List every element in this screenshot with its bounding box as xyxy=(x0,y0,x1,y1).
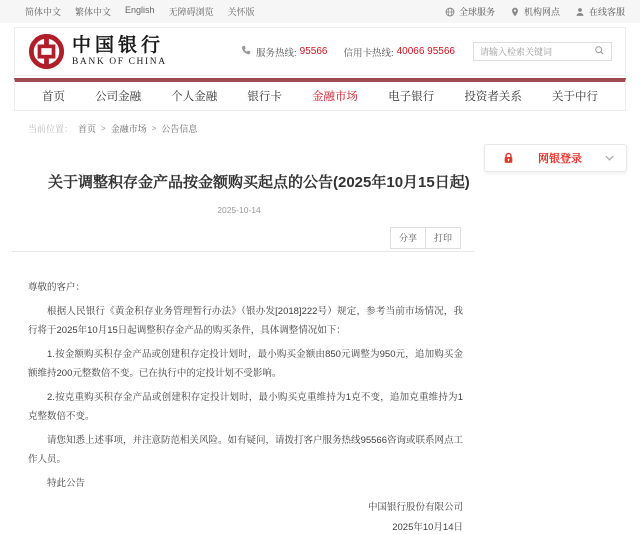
breadcrumb xyxy=(28,122,640,134)
nav-item-bank-cards[interactable]: 银行卡 xyxy=(247,91,282,103)
lock-icon xyxy=(502,151,515,165)
article-actions xyxy=(0,227,478,249)
person-icon xyxy=(575,7,585,17)
site-header xyxy=(14,27,626,76)
nav-item-personal-banking[interactable]: 个人金融 xyxy=(171,91,218,103)
article-content xyxy=(0,173,478,534)
language-links xyxy=(25,5,255,18)
breadcrumb-financial-markets[interactable]: 金融市场 xyxy=(110,123,147,134)
breadcrumb-announcements[interactable]: 公告信息 xyxy=(161,123,198,134)
share-button[interactable]: 分享 xyxy=(390,227,426,249)
globe-icon xyxy=(445,7,455,17)
breadcrumb-separator: > xyxy=(101,123,106,133)
main-nav xyxy=(14,78,626,111)
search-icon[interactable] xyxy=(594,43,605,61)
nav-item-e-banking[interactable]: 电子银行 xyxy=(388,91,435,103)
salutation: 尊敬的客户： xyxy=(28,282,86,293)
hotline-info xyxy=(240,45,455,59)
paragraph-intro: 根据人民银行《黄金积存业务管理暂行办法》（银办发[2018]222号）规定，参考当前市场情况，我行将于2025年10月15日起调整积存金产品的购买条件，具体调整情况如下： xyxy=(28,306,463,336)
signature-company: 中国银行股份有限公司 xyxy=(367,502,463,513)
paragraph-notice: 请您知悉上述事项，并注意防范相关风险。如有疑问，请拨打客户服务热线95566咨询或联系网点工作人员。 xyxy=(28,435,463,465)
accessibility-link[interactable]: 无障碍浏览 xyxy=(168,7,214,17)
boc-logo[interactable] xyxy=(28,33,167,70)
content-divider xyxy=(12,251,474,252)
breadcrumb-separator: > xyxy=(151,123,157,133)
global-service-label: 全球服务 xyxy=(458,7,495,17)
topbar-tools xyxy=(445,5,625,18)
online-service-label: 在线客服 xyxy=(588,7,625,17)
online-banking-login-button[interactable] xyxy=(484,144,627,172)
publish-date: 2025-10-14 xyxy=(217,205,261,215)
search-box xyxy=(473,42,612,61)
online-service-link[interactable] xyxy=(575,5,625,18)
branches-link[interactable] xyxy=(510,5,560,18)
paragraph-item-1: 1.按金额购买积存金产品或创建积存定投计划时，最小购买金额由850元调整为950元，追加购买金额维持200元整数倍不变。已在执行中的定投计划不受影响。 xyxy=(28,349,463,379)
nav-item-about-boc[interactable]: 关于中行 xyxy=(551,91,598,103)
lang-simplified-chinese[interactable]: 简体中文 xyxy=(25,7,62,17)
nav-item-financial-markets[interactable]: 金融市场 xyxy=(312,91,359,103)
page-title: 关于调整积存金产品按金额购买起点的公告(2025年10月15日起) xyxy=(48,174,470,191)
boc-emblem-icon xyxy=(28,33,65,70)
service-hotline-number: 95566 xyxy=(299,46,328,57)
breadcrumb-home[interactable]: 首页 xyxy=(78,123,97,134)
paragraph-item-2: 2.按克重购买积存金产品或创建积存定投计划时，最小购买克重维持为1克不变，追加克重维持为1克整数倍不变。 xyxy=(28,392,463,422)
logo-chinese-name: 中国银行 xyxy=(72,35,165,56)
top-utility-bar xyxy=(0,0,640,23)
global-service-link[interactable] xyxy=(445,5,495,18)
phone-icon xyxy=(240,45,256,59)
location-icon xyxy=(510,7,520,17)
signature-date: 2025年10月14日 xyxy=(392,521,463,533)
care-version-link[interactable]: 关怀版 xyxy=(227,7,255,17)
signature xyxy=(28,498,463,534)
chevron-down-icon xyxy=(605,155,614,161)
nav-item-investor-relations[interactable]: 投资者关系 xyxy=(464,91,522,103)
article-body xyxy=(28,278,463,534)
nav-item-home[interactable]: 首页 xyxy=(42,91,65,103)
nav-item-corporate-banking[interactable]: 公司金融 xyxy=(95,91,142,103)
lang-traditional-chinese[interactable]: 繁体中文 xyxy=(75,7,112,17)
logo-text xyxy=(72,36,167,67)
branches-label: 机构网点 xyxy=(523,7,560,17)
service-hotline-label: 服务热线: xyxy=(256,47,297,59)
search-input[interactable] xyxy=(480,47,594,57)
credit-hotline-number: 40066 95566 xyxy=(396,46,455,57)
login-label: 网银登录 xyxy=(538,153,582,165)
lang-english[interactable]: English xyxy=(125,5,155,15)
logo-english-name: BANK OF CHINA xyxy=(72,57,167,67)
breadcrumb-prefix: 当前位置： xyxy=(28,123,74,134)
credit-hotline-label: 信用卡热线: xyxy=(343,47,394,59)
print-button[interactable]: 打印 xyxy=(425,227,461,249)
paragraph-closing: 特此公告 xyxy=(47,478,86,489)
